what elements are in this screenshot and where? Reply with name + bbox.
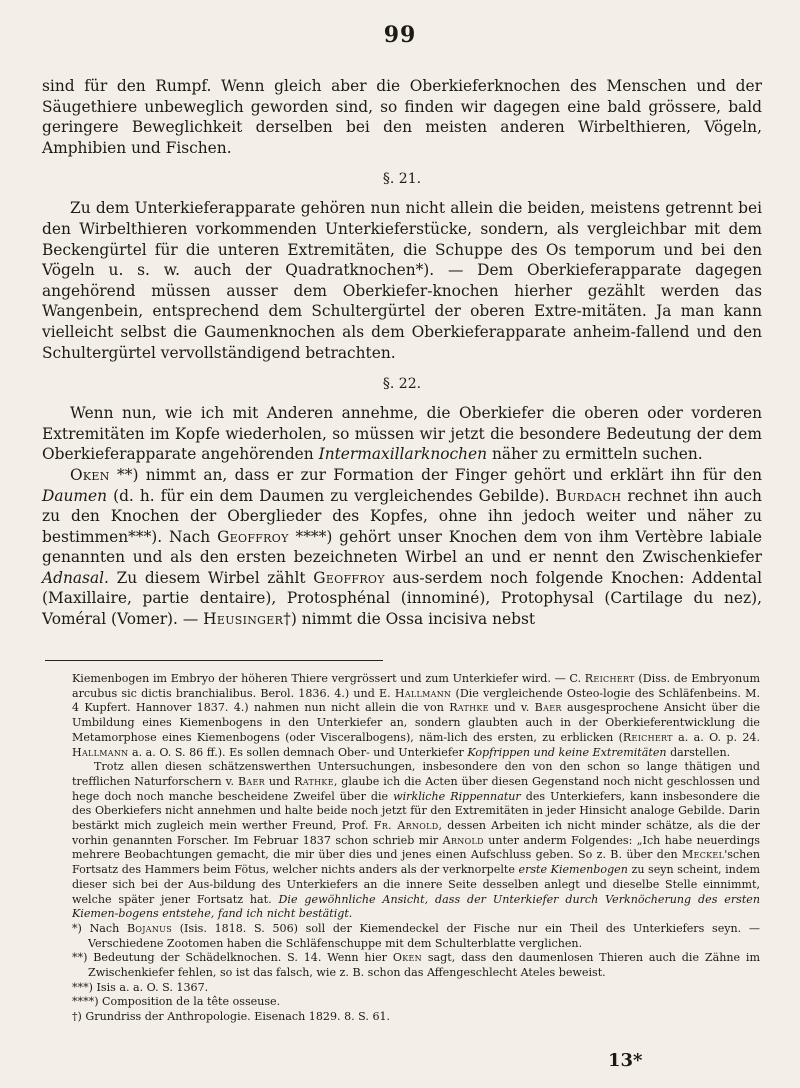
footnote-item: †) Grundriss der Anthropologie. Eisenach 1829. 8. S. 61. <box>72 1010 391 1024</box>
page-number: 99 <box>383 22 417 48</box>
paragraph-section-21: Zu dem Unterkieferapparate gehören nun nicht allein die beiden, meistens getrennt bei den Wirbelthieren vorkommenden Unterkieferstücke, sondern, als vergleichbar mit dem Beckengürtel für die unteren Extremitäten, die Schuppe des Os temporum und bei den Vögeln u. s. w. auch der Quadratknochen*). — Dem Oberkieferapparate dagegen angehörend müssen ausser dem Oberkiefer-knochen hierher gezählt werden das Wangenbein, entsprechend dem Schultergürtel der oberen Extre-mitäten. Ja man kann vielleicht selbst die Gaumenknochen als dem Oberkieferapparate anheim-fallend und den Schultergürtel vervollständigend betrachten. <box>42 199 762 362</box>
footnote-divider <box>45 660 383 661</box>
footnotes <box>72 672 760 1025</box>
paragraph-oken: Oken **) nimmt an, dass er zur Formation der Finger gehört und erklärt ihn für den Daumen (d. h. für ein dem Daumen zu vergleichendes Gebilde). Burdach rechnet ihn auch zu den Knochen der Oberglieder des Kopfes, ohne ihn jedoch weiter und näher zu bestimmen***). Nach Geoffroy ****) gehört unser Knochen dem von ihm Vertèbre labiale genannten und als den ersten bezeichneten Wirbel an und er nennt den Zwischenkiefer Adnasal. Zu diesem Wirbel zählt Geoffroy aus-serdem noch folgende Knochen: Addental (Maxillaire, partie dentaire), Protosphénal (innominé), Protophysal (Cartilage du nez), Voméral (Vomer). — Heusinger†) nimmt die Ossa incisiva nebst <box>42 465 763 629</box>
signature-mark: 13* <box>608 1050 643 1071</box>
author-burdach: Burdach <box>555 486 622 505</box>
footnote-item: ****) Composition de la tête osseuse. <box>72 995 281 1009</box>
author-oken: Oken <box>70 465 110 484</box>
author-geoffroy: Geoffroy <box>313 568 385 587</box>
paragraph-section-22: Wenn nun, wie ich mit Anderen annehme, die Oberkiefer die oberen oder vorderen Extremitäten im Kopfe wiederholen, so müssen wir jetzt die besondere Bedeutung der dem Oberkieferapparate angehörenden Intermaxillarknochen näher zu ermitteln suchen. <box>42 404 762 464</box>
paragraph-intro: sind für den Rumpf. Wenn gleich aber die Oberkieferknochen des Menschen und der Säugethiere unbeweglich geworden sind, so finden wir dagegen eine bald grössere, bald geringere Beweglichkeit derselben bei den meisten anderen Wirbelthieren, Vögeln, Amphibien und Fischen. <box>42 77 762 157</box>
term-intermaxillarknochen: Intermaxillarknochen <box>318 445 488 464</box>
footnote-paragraph: Trotz allen diesen schätzenswerthen Untersuchungen, insbesondere den von den schon so lange thätigen und trefflichen Naturforschern v. Baer und Rathke, glaube ich die Acten über diesen Gegenstand noch nicht geschlossen und hege doch noch manche bescheidene Zweifel über die wirkliche Rippennatur des Unterkiefers, kann insbesondere die des Oberkiefers nicht annehmen und halte beide noch jetzt für den Extremitäten in jeder Hinsicht analoge Gebilde. Darin bestärkt mich zugleich mein werther Freund, Prof. Fr. Arnold, dessen Arbeiten ich nicht minder schätze, als die der vorhin genannten Forscher. Im Februar 1837 schon schrieb mir Arnold unter anderm Folgendes: „Ich habe neuerdings mehrere Beobachtungen gemacht, die mir über dies und jenes einen Aufschluss geben. So z. B. über den Meckel'schen Fortsatz des Hammers beim Fötus, welcher nichts anders als der verknorpelte erste Kiemenbogen zu seyn scheint, indem dieser sich bei der Aus-bildung des Unterkiefers an die innere Seite desselben anlegt und dieselbe Stelle einnimmt, welche später jener Fortsatz hat. Die gewöhnliche Ansicht, dass der Unterkiefer durch Verknöcherung des ersten Kiemen-bogens entstehe, fand ich nicht bestätigt. <box>72 760 761 921</box>
footnote-continuation: Kiemenbogen im Embryo der höheren Thiere vergrössert und zum Unterkiefer wird. — C. Reichert (Diss. de Embryonum arcubus sic dictis branchialibus. Berol. 1836. 4.) und E. Hallmann (Die vergleichende Osteo-logie des Schläfenbeins. M. 4 Kupfert. Hannover 1837. 4.) nahmen nun nicht allein die von Rathke und v. Baer ausgesprochene Ansicht über die Umbildung eines Kiemenbogens in den Unterkiefer an, sondern glaubten auch in der Oberkieferentwicklung die Metamorphose eines Kiemenbogens (oder Visceralbogens), näm-lich des ersten, zu erblicken (Reichert a. a. O. p. 24. Hallmann a. a. O. S. 86 ff.). Es sollen demnach Ober- und Unterkiefer Kopfrippen und keine Extremitäten darstellen. <box>72 672 761 759</box>
footnote-item: ***) Isis a. a. O. S. 1367. <box>72 980 209 994</box>
term-daumen: Daumen <box>42 486 108 505</box>
footnote-item: **) Bedeutung der Schädelknochen. S. 14. Wenn hier Oken sagt, dass den daumenlosen Thieren auch die Zähne im Zwischenkiefer fehlen, so ist das falsch, wie z. B. schon das Affengeschlecht Ateles beweist. <box>72 951 760 980</box>
main-text <box>42 76 762 630</box>
section-heading-21: §. 21. <box>382 171 422 188</box>
author-heusinger: Heusinger <box>203 610 284 629</box>
footnote-item: *) Nach Bojanus (Isis. 1818. S. 506) soll der Kiemendeckel der Fische nur ein Theil des Unterkiefers seyn. — Verschiedene Zootomen haben die Schläfenschuppe mit dem Schulterblatte verglichen. <box>72 921 760 950</box>
term-adnasal: Adnasal. <box>42 568 109 587</box>
section-heading-22: §. 22. <box>382 376 422 393</box>
author-geoffroy: Geoffroy <box>217 527 289 546</box>
